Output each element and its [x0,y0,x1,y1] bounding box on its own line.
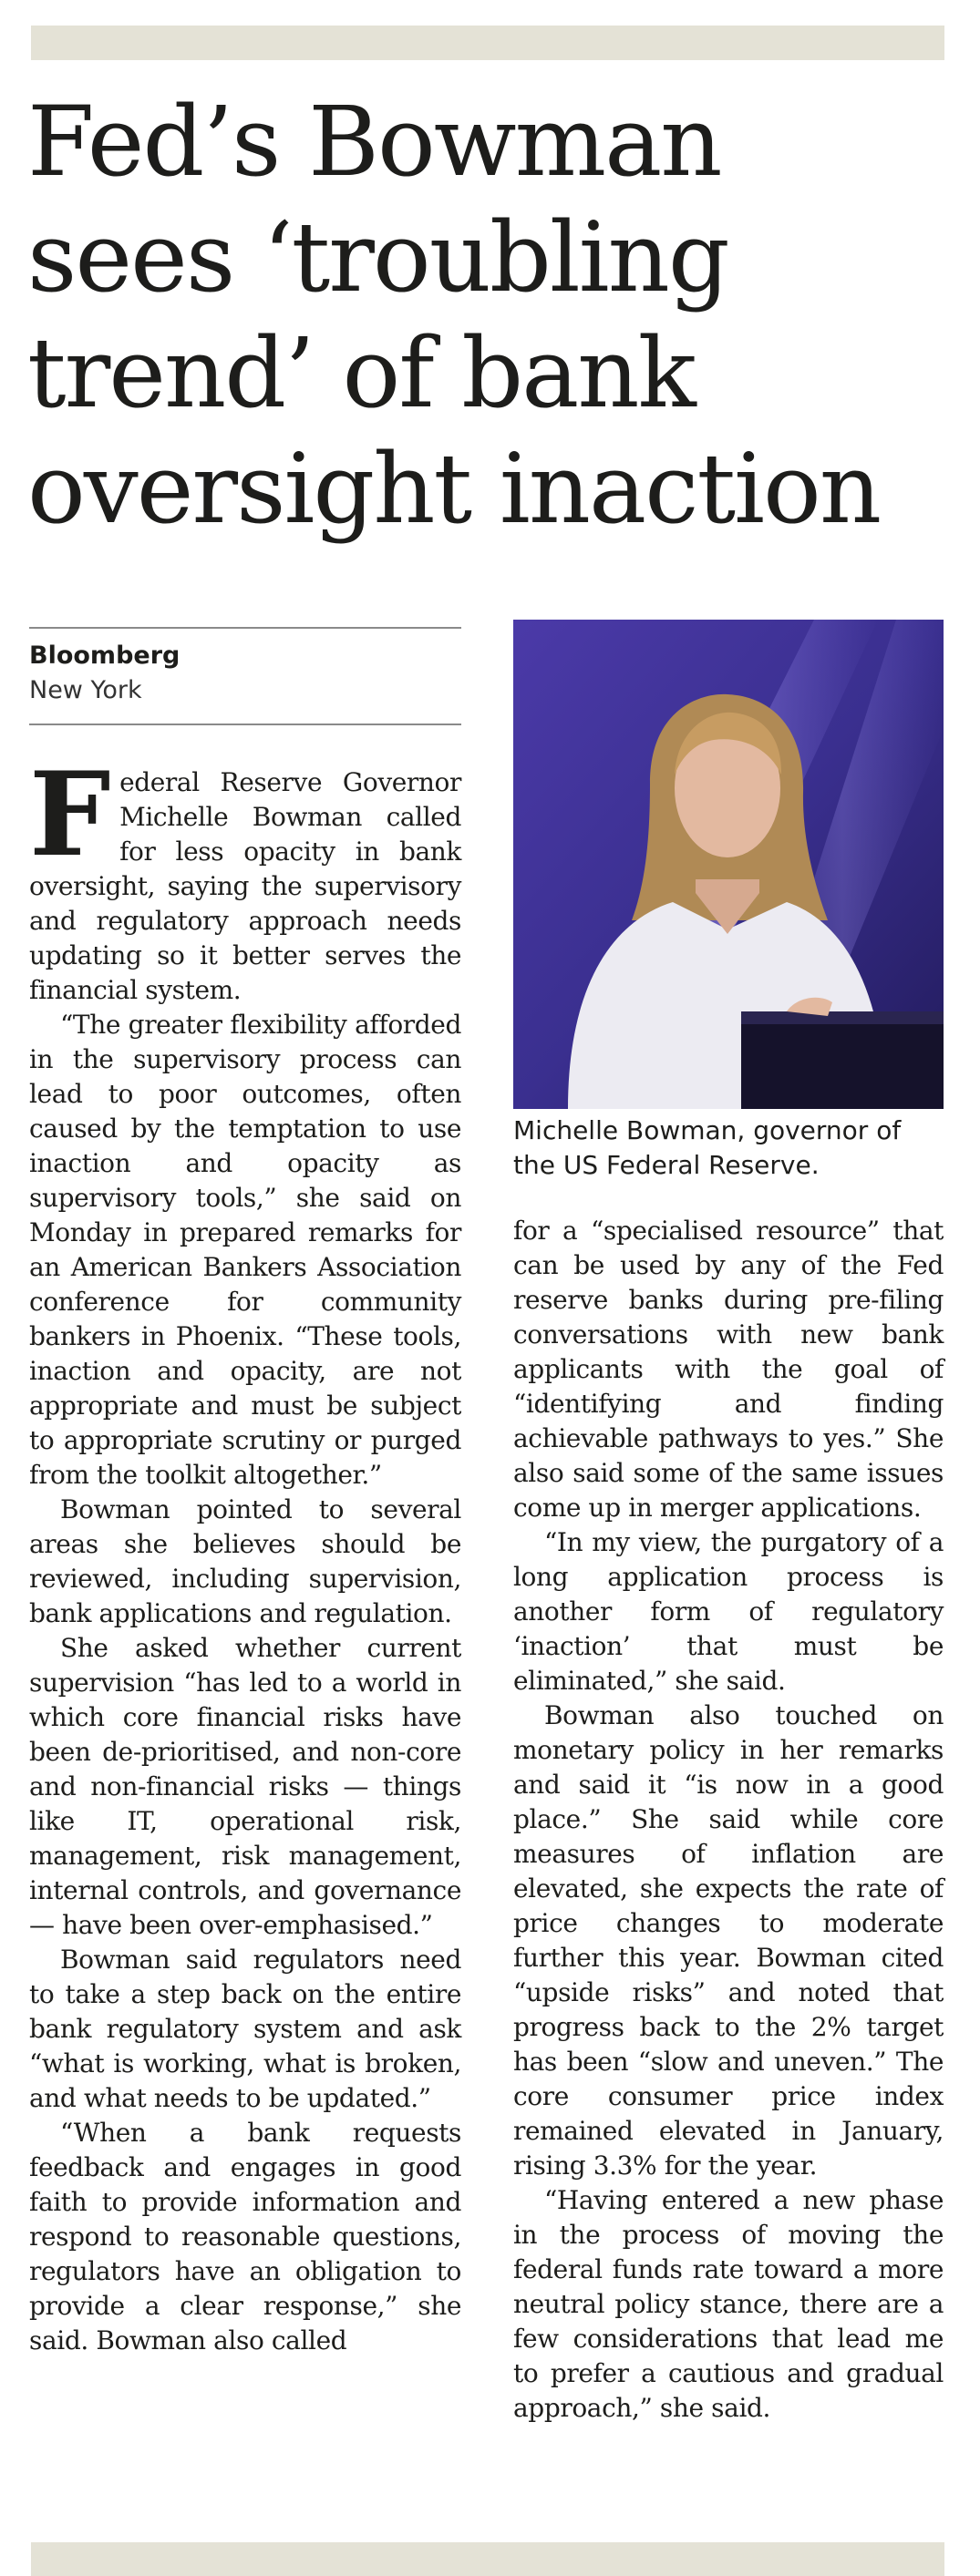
paragraph: Bowman also touched on monetary policy in her remarks and said it “is now in a good place.” She said while core measures of inflation are elevated, she expects the rate of price changes to moderate further this year. Bowman cited “upside risks” and noted that progress back to the 2% target has been “slow and uneven.” The core consumer price index remained elevated in January, rising 3.3% for the year. [513,1700,944,2181]
paragraph: for a “specialised resource” that can be used by any of the Fed reserve banks during pre-filing conversations with new bank applicants with the goal of “identifying and finding achievable pathways to yes.” She also said some of the same issues come up in merger applications. [513,1216,944,1523]
drop-cap: F [29,747,111,882]
paragraph: “When a bank requests feedback and engages in good faith to provide information and respond to reasonable questions, regulators have an obligation to provide a clear response,” she said. Bowman also called [29,2118,461,2355]
paragraph-text: ederal Reserve Governor Michelle Bowman called for less opacity in bank oversight, saying the supervisory and regulatory approach needs updating so it better serves the financial system. [29,767,461,1005]
headline-line: sees ‘troubling [27,201,728,313]
headline-line: trend’ of bank [27,317,695,429]
headline-line: Fed’s Bowman [27,86,721,198]
paragraph: She asked whether current supervision “has led to a world in which core financial risks have been de-prioritised, and non-core and non-financial risks — things like IT, operational risk, management, risk management, internal controls, and governance — have been over-emphasised.” [29,1633,461,1940]
byline-location: New York [29,676,142,704]
paragraph [29,747,461,1008]
article-column-2 [513,1214,944,2426]
paragraph: “The greater flexibility afforded in the supervisory process can lead to poor outcomes, often caused by the temptation to use inaction and opacity as supervisory tools,” she said on Monday in prepared remarks for an American Bankers Association conference for community bankers in Phoenix. “These tools, inaction and opacity, are not appropriate and must be subject to appropriate scrutiny or purged from the toolkit altogether.” [29,1010,461,1490]
paragraph: “In my view, the purgatory of a long application process is another form of regulatory ‘inaction’ that must be eliminated,” she said. [513,1527,944,1696]
headline-line: oversight inaction [27,433,881,545]
byline-top-rule [29,627,461,629]
top-band [31,26,944,60]
paragraph: Bowman said regulators need to take a step back on the entire bank regulatory system and ask “what is working, what is broken, and what needs to be updated.” [29,1945,461,2113]
headline [27,84,948,547]
photo-caption: Michelle Bowman, governor of the US Federal Reserve. [513,1115,902,1180]
article-column-1 [29,747,461,2358]
portrait-image [513,620,944,1109]
paragraph: Bowman pointed to several areas she believes should be reviewed, including supervision, bank applications and regulation. [29,1494,461,1628]
article-photo [513,620,944,1109]
paragraph: “Having entered a new phase in the process of moving the federal funds rate toward a more neutral policy stance, there are a few considerations that lead me to prefer a cautious and gradual approach,” she said. [513,2185,944,2423]
byline-source: Bloomberg [29,641,181,670]
bottom-band [31,2542,944,2576]
byline-bottom-rule [29,724,461,725]
